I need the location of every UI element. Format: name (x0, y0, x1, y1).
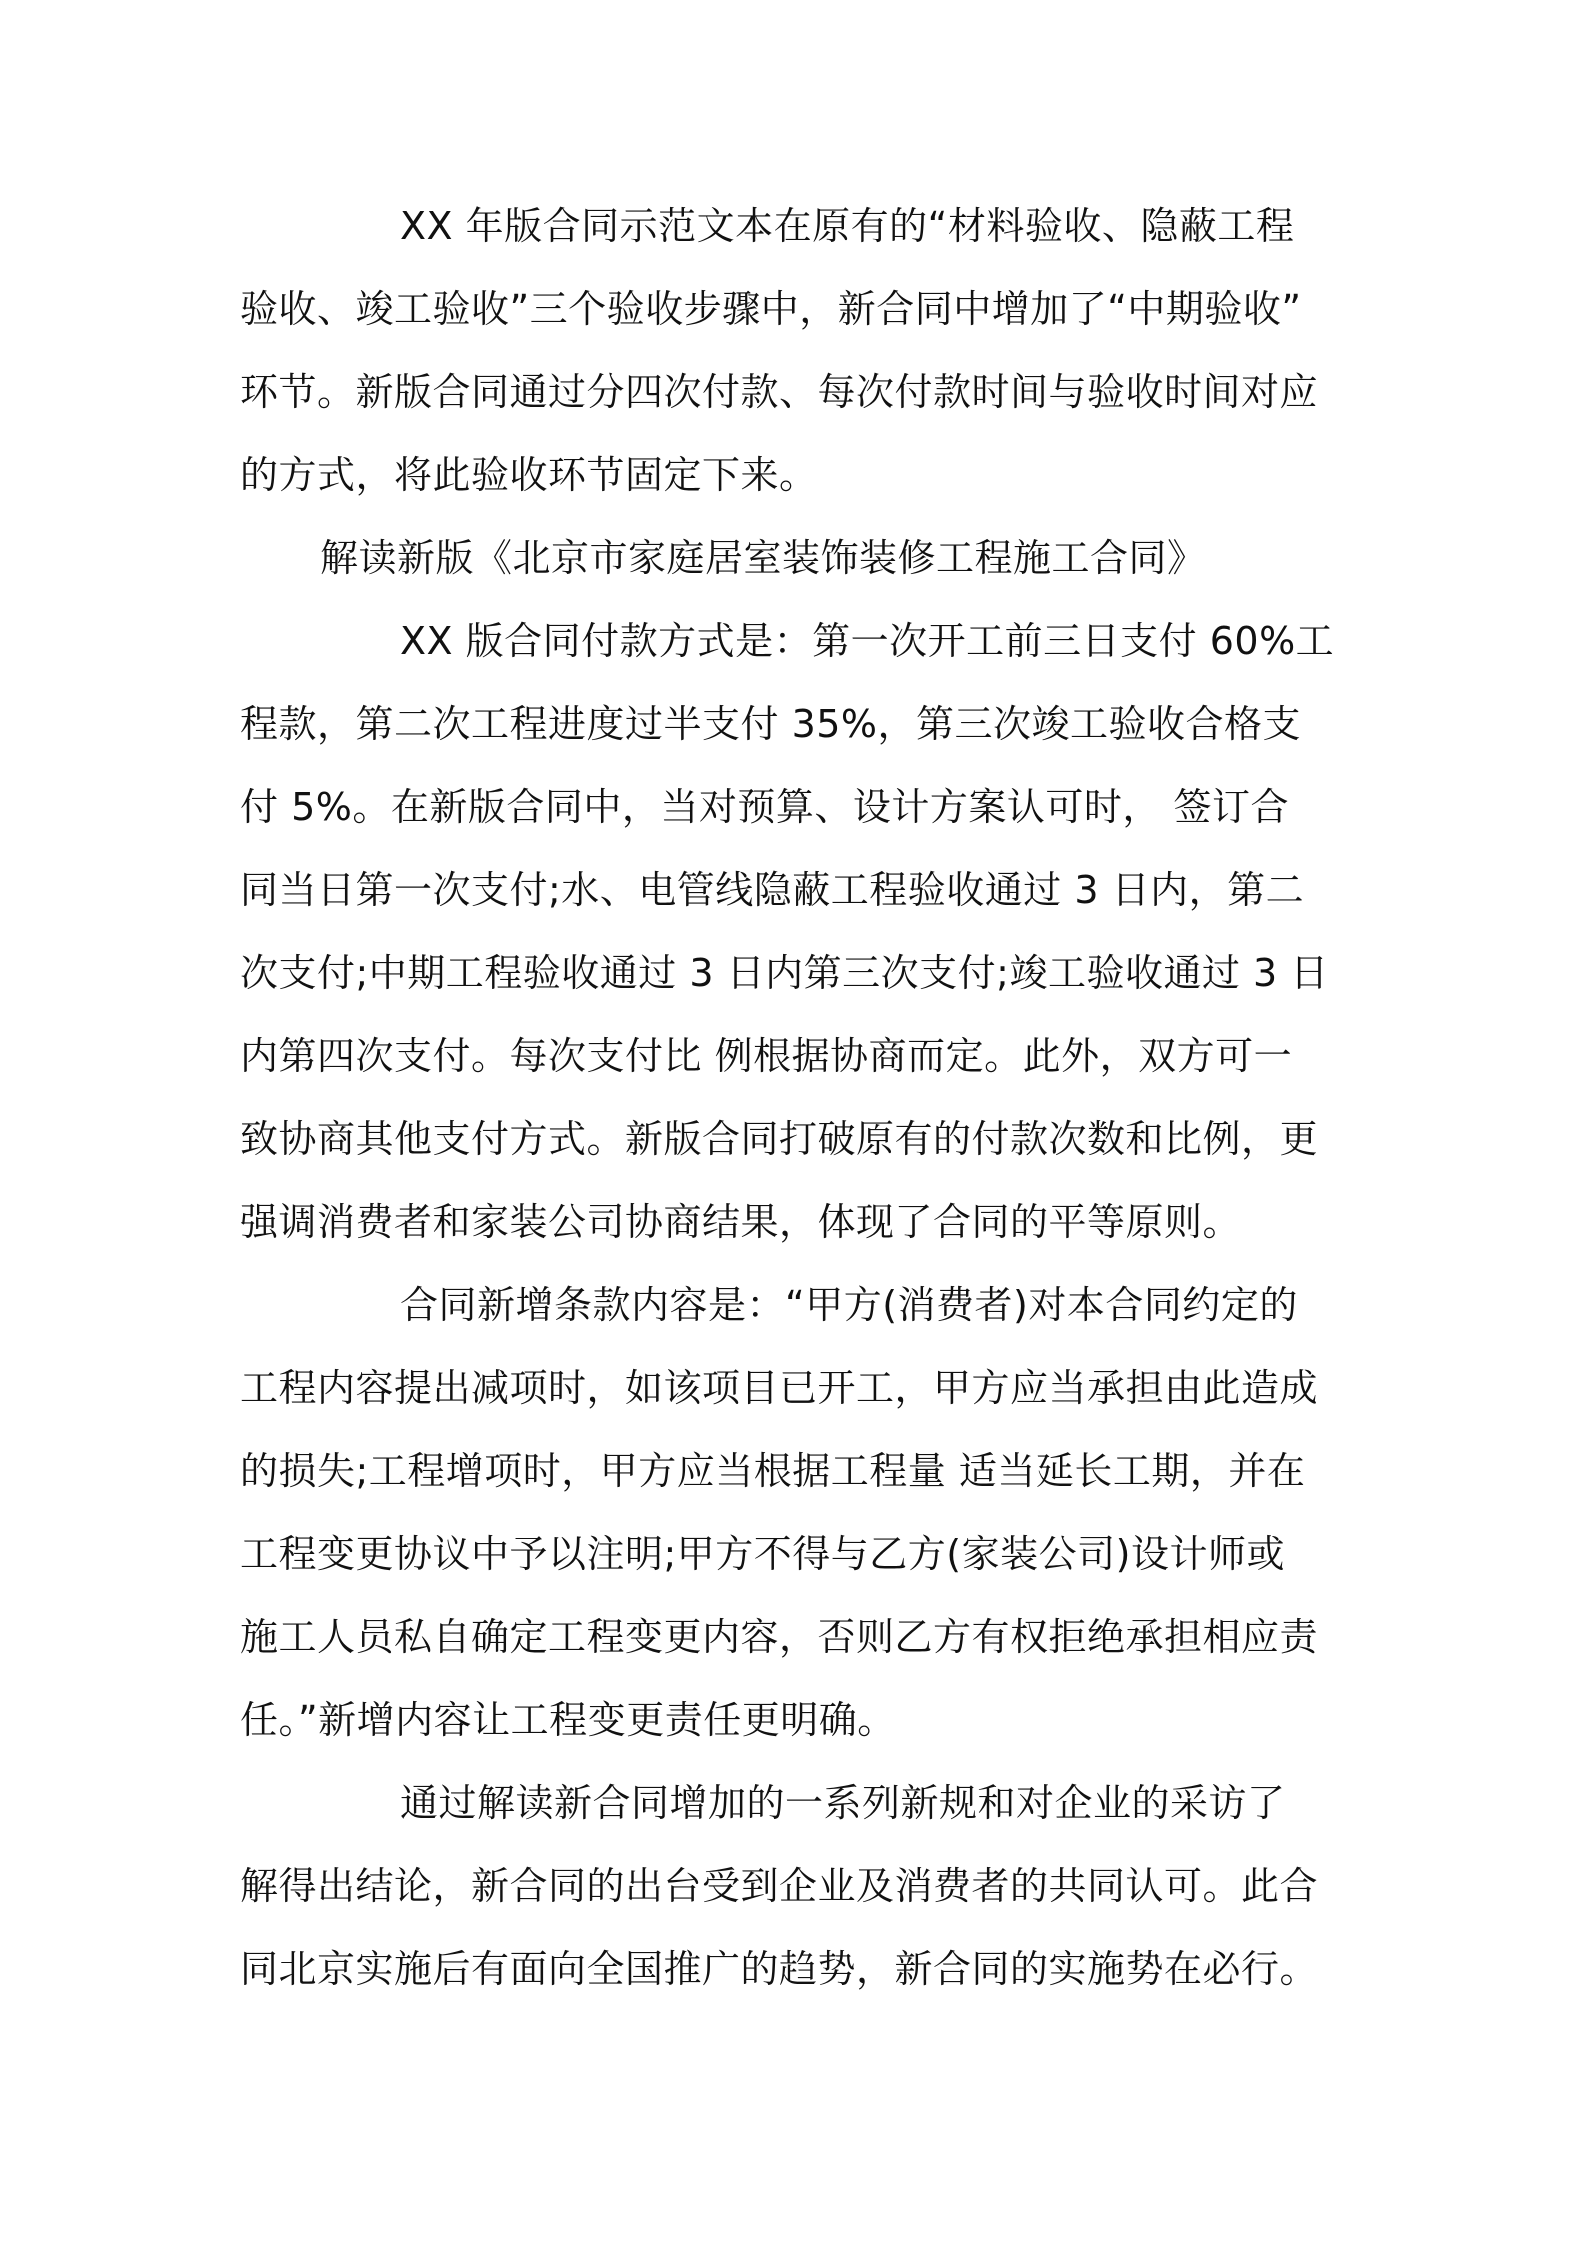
document-body (240, 185, 1360, 2011)
section-heading: 解读新版《北京市家庭居室装饰装修工程施工合同》 (320, 536, 1206, 580)
paragraph-acceptance-steps: XX 年版合同示范文本在原有的“材料验收、隐蔽工程 验收、竣工验收”三个验收步骤中，新合同中增加了“中期验收” 环节。新版合同通过分四次付款、每次付款时间与验收时间对应 的方式，将此验收环节固定下来。 (240, 204, 1319, 497)
paragraph-payment-method: XX 版合同付款方式是：第一次开工前三日支付 60%工 程款，第二次工程进度过半支付 35%，第三次竣工验收合格支 付 5%。在新版合同中，当对预算、设计方案认可时， 签订合 同当日第一次支付;水、电管线隐蔽工程验收通过 3 日内，第二 次支付;中期工程验收通过 3 日内第三次支付;竣工验收通过 3 日 内第四次支付。每次支付比 例根据协商而定。此外，双方可一 致协商其他支付方式。新版合同打破原有的付款次数和比例，更 强调消费者和家装公司协商结果，体现了合同的平等原则。 (240, 619, 1335, 1244)
paragraph-conclusion: 通过解读新合同增加的一系列新规和对企业的采访了 解得出结论，新合同的出台受到企业及消费者的共同认可。此合 同北京实施后有面向全国推广的趋势，新合同的实施势在必行。 (240, 1781, 1319, 1991)
paragraph-new-clauses: 合同新增条款内容是：“甲方(消费者)对本合同约定的 工程内容提出减项时，如该项目已开工，甲方应当承担由此造成 的损失;工程增项时，甲方应当根据工程量 适当延长工期，并在 工程变更协议中予以注明;甲方不得与乙方(家装公司)设计师或 施工人员私自确定工程变更内容，否则乙方有权拒绝承担相应责 任。”新增内容让工程变更责任更明确。 (240, 1283, 1319, 1742)
